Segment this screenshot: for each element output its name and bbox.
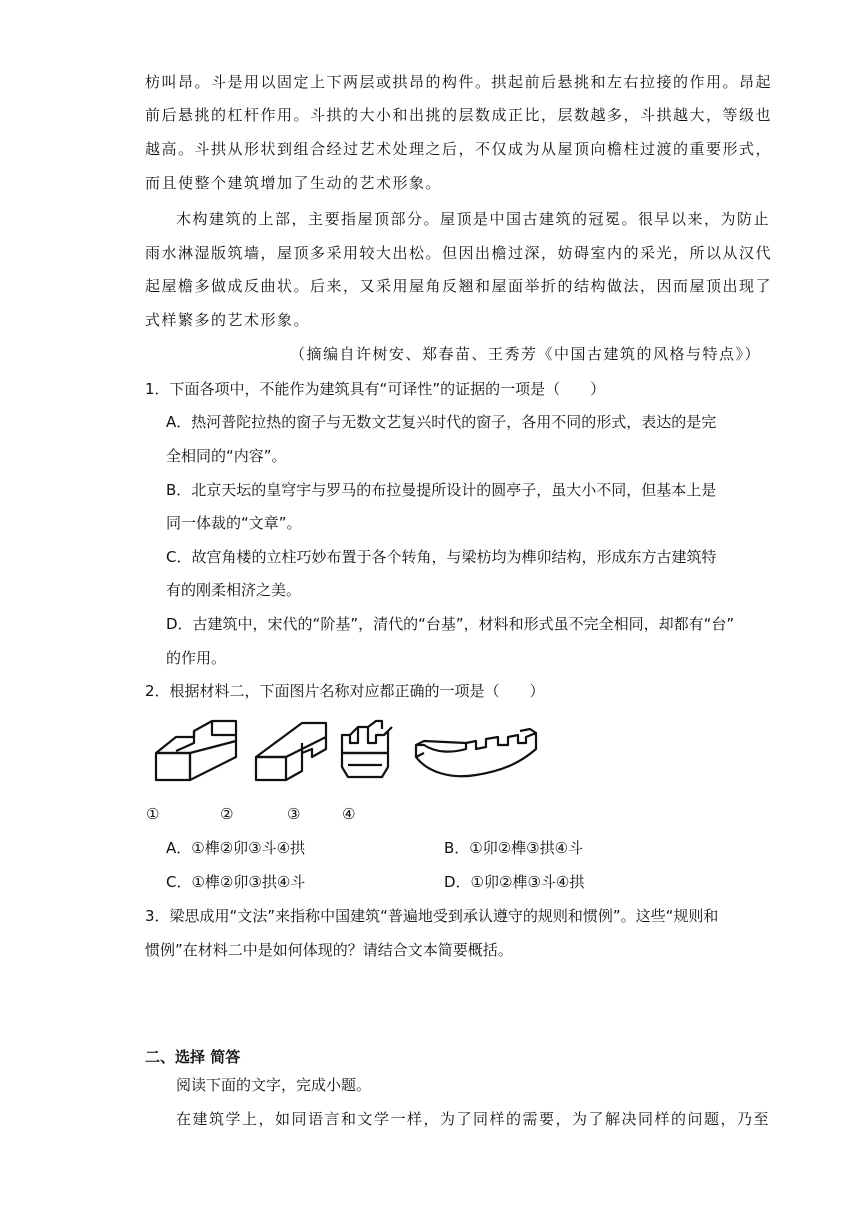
passage-line: 而且使整个建筑增加了生动的艺术形象。 — [145, 174, 443, 192]
question-2-option-d: D．①卯②榫③斗④拱 — [444, 873, 585, 891]
question-1-option-b-cont: 同一体裁的“文章”。 — [166, 514, 302, 532]
question-1-stem: 1．下面各项中，不能作为建筑具有“可译性”的证据的一项是（ ） — [145, 380, 606, 398]
question-3-stem: 3．梁思成用“文法”来指称中国建筑“普遍地受到承认遵守的规则和惯例”。这些“规则和 — [145, 907, 719, 925]
passage-line: 木构建筑的上部，主要指屋顶部分。屋顶是中国古建筑的冠冕。很早以来，为防止 — [176, 210, 771, 228]
dou-shape-3 — [342, 721, 392, 777]
joinery-figure — [150, 713, 550, 785]
question-1-option-b: B．北京天坛的皇穹宇与罗马的布拉曼提所设计的圆亭子，虽大小不同，但基本上是 — [166, 481, 717, 499]
passage-line: 式样繁多的艺术形象。 — [145, 311, 311, 329]
figure-label-3: ③ — [287, 805, 301, 823]
question-2-stem: 2．根据材料二，下面图片名称对应都正确的一项是（ ） — [145, 682, 545, 700]
passage-source: （摘编自许树安、郑春苗、王秀芳《中国古建筑的风格与特点》） — [290, 345, 762, 363]
tenon-shape-1 — [156, 721, 236, 780]
question-1-option-d: D．古建筑中，宋代的“阶基”，清代的“台基”，材料和形式虽不完全相同，却都有“台” — [166, 615, 735, 633]
figure-label-2: ② — [220, 805, 234, 823]
passage-line: 起屋檐多做成反曲状。后来，又采用屋角反翘和屋面举折的结构做法，因而屋顶出现了 — [145, 277, 773, 295]
question-3-stem-cont: 惯例”在材料二中是如何体现的？请结合文本简要概括。 — [145, 941, 513, 959]
passage-line: 雨水淋湿版筑墙，屋顶多采用较大出松。但因出檐过深，妨碍室内的采光，所以从汉代 — [145, 244, 773, 262]
section-instruction: 阅读下面的文字，完成小题。 — [176, 1076, 372, 1094]
question-2-option-c: C．①榫②卯③拱④斗 — [166, 873, 306, 891]
question-2-option-b: B．①卯②榫③拱④斗 — [444, 839, 584, 857]
question-1-option-c-cont: 有的刚柔相济之美。 — [166, 581, 302, 599]
figure-label-4: ④ — [342, 805, 356, 823]
figure-label-1: ① — [146, 805, 160, 823]
passage-line: 前后悬挑的杠杆作用。斗拱的大小和出挑的层数成正比，层数越多，斗拱越大，等级也 — [145, 106, 773, 124]
passage-line: 在建筑学上，如同语言和文学一样，为了同样的需要，为了解决同样的问题，乃至 — [176, 1110, 771, 1128]
question-1-option-a: A．热河普陀拉热的窗子与无数文艺复兴时代的窗子，各用不同的形式，表达的是完 — [166, 413, 717, 431]
question-1-option-c: C．故宫角楼的立柱巧妙布置于各个转角，与梁枋均为榫卯结构，形成东方古建筑特 — [166, 548, 717, 566]
question-1-option-d-cont: 的作用。 — [166, 649, 227, 667]
passage-line: 枋叫昂。斗是用以固定上下两层或拱昂的构件。拱起前后悬挑和左右拉接的作用。昂起 — [145, 73, 773, 91]
gong-shape-4 — [416, 729, 536, 776]
section-heading: 二、选择 简答 — [145, 1048, 241, 1066]
passage-line: 越高。斗拱从形状到组合经过艺术处理之后，不仅成为从屋顶向檐柱过渡的重要形式， — [145, 140, 773, 158]
question-2-option-a: A．①榫②卯③斗④拱 — [166, 839, 306, 857]
question-1-option-a-cont: 全相同的“内容”。 — [166, 447, 287, 465]
mortise-shape-2 — [256, 723, 326, 780]
